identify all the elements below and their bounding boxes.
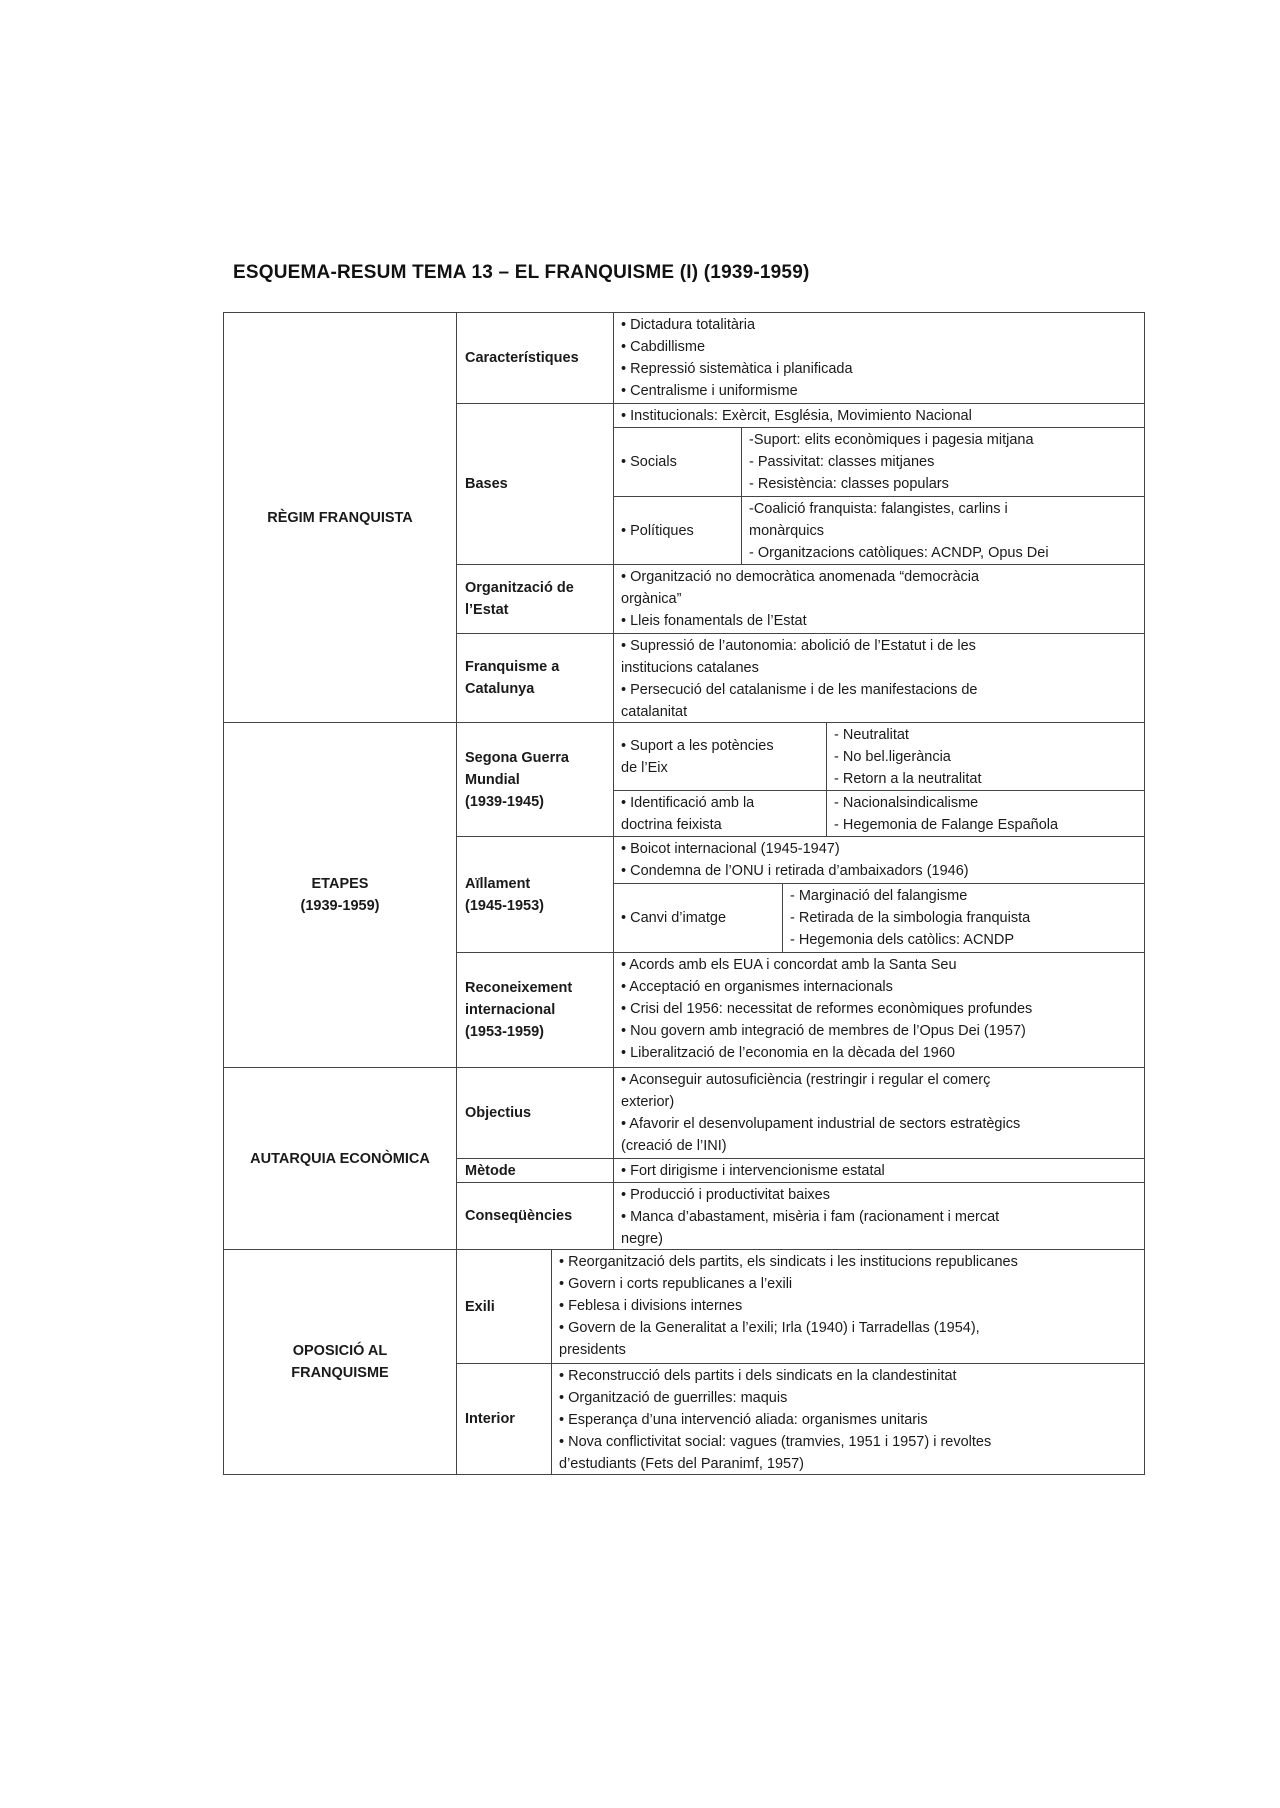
section-label-oposicio: OPOSICIÓ AL FRANQUISME [223, 1249, 457, 1475]
subsection-label-interior: Interior [456, 1363, 552, 1475]
list-item: • Cabdillisme [621, 339, 706, 355]
guerra-suport-content: - Neutralitat - No bel.ligerància - Retorn a la neutralitat [826, 722, 1145, 791]
bases-socials-content: -Suport: elits econòmiques i pagesia mitjana - Passivitat: classes mitjanes - Resistència: classes populars [741, 427, 1145, 497]
section-label-regim [223, 312, 457, 723]
guerra-ident-content: - Nacionalsindicalisme - Hegemonia de Falange Española [826, 790, 1145, 837]
bases-politiques-content: -Coalició franquista: falangistes, carlins i monàrquics - Organitzacions catòliques: ACNDP, Opus Dei [741, 496, 1145, 565]
content-metode: • Fort dirigisme i intervencionisme estatal [613, 1158, 1145, 1183]
aillament-canvi-label: • Canvi d’imatge [613, 883, 783, 953]
content-caracteristiques [613, 312, 1145, 404]
subsection-label-caracteristiques: Característiques [456, 312, 614, 404]
subsection-label-catalunya: Franquisme a Catalunya [456, 633, 614, 723]
subsection-label-aillament: Aïllament (1945-1953) [456, 836, 614, 953]
content-reconeixement: • Acords amb els EUA i concordat amb la Santa Seu • Acceptació en organismes internacionals • Crisi del 1956: necessitat de reformes econòmiques profundes • Nou govern amb integració de membres de l’Opus Dei (1957) • Liberalització de l’economia en la dècada del 1960 [613, 952, 1145, 1068]
guerra-ident-label: • Identificació amb la doctrina feixista [613, 790, 827, 837]
list-item: • Dictadura totalitària [621, 317, 756, 333]
subsection-label-bases: Bases [456, 403, 614, 565]
list-item: • Repressió sistemàtica i planificada [621, 361, 853, 377]
bases-politiques-label: • Polítiques [613, 496, 742, 565]
content-interior: • Reconstrucció dels partits i dels sindicats en la clandestinitat • Organització de guerrilles: maquis • Esperança d’una intervenció aliada: organismes unitaris • Nova conflictivitat social: vagues (tramvies, 1951 i 1957) i revoltes d’estudiants (Fets del Paranimf, 1957) [551, 1363, 1145, 1475]
list-item: • Centralisme i uniformisme [621, 383, 798, 399]
aillament-canvi-content: - Marginació del falangisme - Retirada de la simbologia franquista - Hegemonia dels catòlics: ACNDP [782, 883, 1145, 953]
subsection-label-reconeixement: Reconeixement internacional (1953-1959) [456, 952, 614, 1068]
subsection-label-guerra: Segona Guerra Mundial (1939-1945) [456, 722, 614, 837]
subsection-label-organitzacio: Organització de l’Estat [456, 564, 614, 634]
subsection-label-exili: Exili [456, 1249, 552, 1364]
content-bases-institucionals: • Institucionals: Exèrcit, Església, Movimiento Nacional [613, 403, 1145, 428]
content-consequencies: • Producció i productivitat baixes • Manca d’abastament, misèria i fam (racionament i mercat negre) [613, 1182, 1145, 1250]
section-label-text: RÈGIM FRANQUISTA [267, 509, 413, 526]
section-label-etapes: ETAPES (1939-1959) [223, 722, 457, 1068]
guerra-suport-label: • Suport a les potències de l’Eix [613, 722, 827, 791]
section-label-autarquia: AUTARQUIA ECONÒMICA [223, 1067, 457, 1250]
content-aillament: • Boicot internacional (1945-1947) • Condemna de l’ONU i retirada d’ambaixadors (1946) [613, 836, 1145, 884]
content-exili: • Reorganització dels partits, els sindicats i les institucions republicanes • Govern i corts republicanes a l’exili • Feblesa i divisions internes • Govern de la Generalitat a l’exili; Irla (1940) i Tarradellas (1954), presidents [551, 1249, 1145, 1364]
subsection-label-consequencies: Conseqüències [456, 1182, 614, 1250]
page-title: ESQUEMA-RESUM TEMA 13 – EL FRANQUISME (I) (1939-1959) [233, 262, 810, 283]
subsection-label-objectius: Objectius [456, 1067, 614, 1159]
subsection-label-metode: Mètode [456, 1158, 614, 1183]
content-objectius: • Aconseguir autosuficiència (restringir i regular el comerç exterior) • Afavorir el desenvolupament industrial de sectors estratègics (creació de l’INI) [613, 1067, 1145, 1159]
content-organitzacio: • Organització no democràtica anomenada “democràcia orgànica” • Lleis fonamentals de l’Estat [613, 564, 1145, 634]
bases-socials-label: • Socials [613, 427, 742, 497]
content-catalunya: • Supressió de l’autonomia: abolició de l’Estatut i de les institucions catalanes • Persecució del catalanisme i de les manifestacions de catalanitat [613, 633, 1145, 723]
